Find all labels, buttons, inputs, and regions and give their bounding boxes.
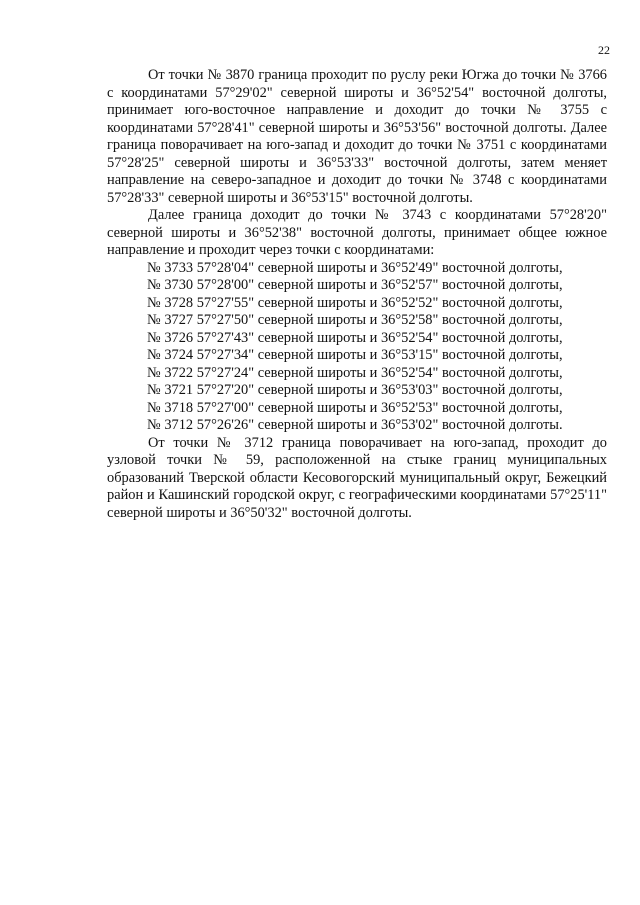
- coordinate-item-3724: № 3724 57°27'34" северной широты и 36°53'15" восточной долготы,: [147, 347, 563, 363]
- paragraph-2: Далее граница доходит до точки № 3743 с координатами 57°28'20" северной широты и 36°52'38" восточной долготы, принимает общее южное направление и проходит через точки с координатами:: [107, 207, 607, 258]
- coordinate-item-3726: № 3726 57°27'43" северной широты и 36°52'54" восточной долготы,: [147, 329, 563, 346]
- page-number: 22: [598, 43, 610, 57]
- coordinate-item-3733: № 3733 57°28'04" северной широты и 36°52'49" восточной долготы,: [147, 259, 563, 276]
- coordinate-list: [107, 260, 607, 435]
- coordinate-item-3722: № 3722 57°27'24" северной широты и 36°52'54" восточной долготы,: [147, 364, 563, 381]
- coordinate-item-3718: № 3718 57°27'00" северной широты и 36°52'53" восточной долготы,: [147, 399, 563, 416]
- coordinate-item-3728: № 3728 57°27'55" северной широты и 36°52'52" восточной долготы,: [147, 294, 563, 311]
- coordinate-item-3727: № 3727 57°27'50" северной широты и 36°52'58" восточной долготы,: [147, 312, 563, 328]
- document-body: [107, 67, 607, 522]
- coordinate-item-3721: № 3721 57°27'20" северной широты и 36°53'03" восточной долготы,: [147, 382, 563, 398]
- paragraph-3: От точки № 3712 граница поворачивает на юго-запад, проходит до узловой точки № 59, расположенной на стыке границ муниципальных образований Тверской области Кесовогорский муниципальный округ, Бежецкий район и Кашинский городской округ, с географическими координатами 57°25'11" северной широты и 36°50'32" восточной долготы.: [107, 434, 607, 521]
- coordinate-item-3730: № 3730 57°28'00" северной широты и 36°52'57" восточной долготы,: [147, 277, 563, 293]
- coordinate-item-3712: № 3712 57°26'26" северной широты и 36°53'02" восточной долготы.: [147, 417, 563, 433]
- paragraph-1: От точки № 3870 граница проходит по руслу реки Югжа до точки № 3766 с координатами 57°29'02" северной широты и 36°52'54" восточной долготы, принимает юго-восточное направление и доходит до точки № 3755 с координатами 57°28'41" северной широты и 36°53'56" восточной долготы. Далее граница поворачивает на юго-запад и доходит до точки № 3751 с координатами 57°28'25" северной широты и 36°53'33" восточной долготы, затем меняет направление на северо-западное и доходит до точки № 3748 с координатами 57°28'33" северной широты и 36°53'15" восточной долготы.: [107, 67, 607, 206]
